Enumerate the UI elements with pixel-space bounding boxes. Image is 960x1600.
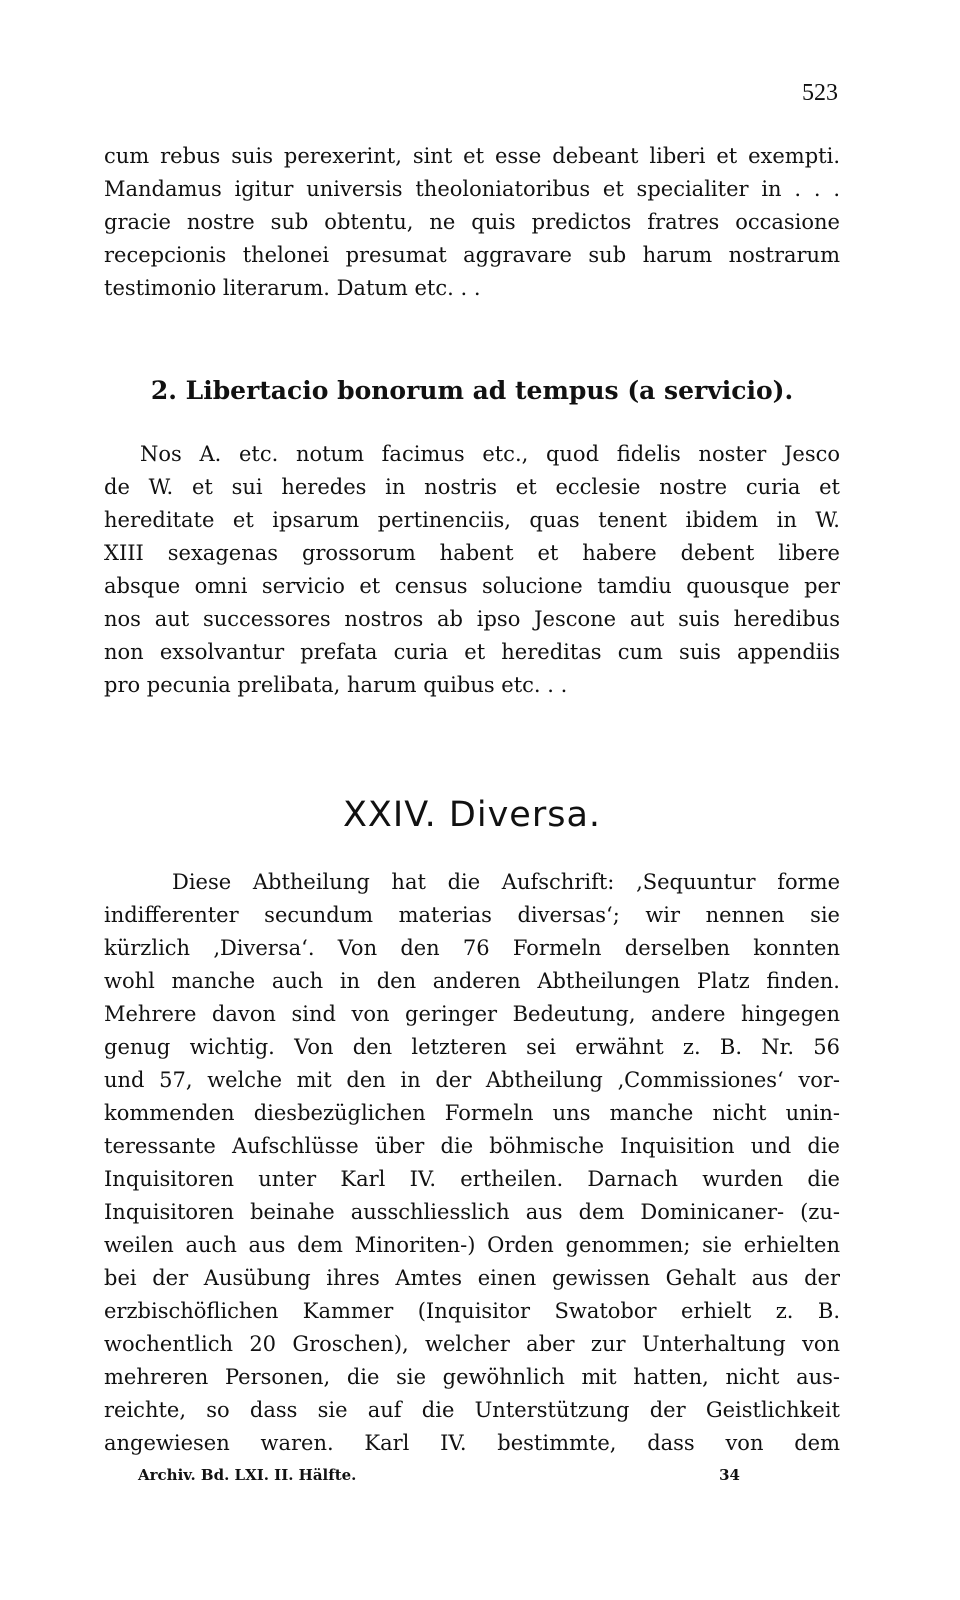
text-line: pro pecunia prelibata, harum quibus etc. . . xyxy=(104,673,568,697)
subsection-heading: 2. Libertacio bonorum ad tempus (a servicio). xyxy=(150,376,794,405)
text-line: Mandamus igitur universis theoloniatoribus et specialiter in . . . xyxy=(104,177,840,201)
text-line: nos aut successores nostros ab ipso Jescone aut suis heredibus xyxy=(104,607,840,631)
text-line: reichte, so dass sie auf die Unterstützung der Geistlichkeit xyxy=(104,1398,840,1422)
text-line: hereditate et ipsarum pertinenciis, quas tenent ibidem in W. xyxy=(104,508,840,532)
footer-source: Archiv. Bd. LXI. II. Hälfte. xyxy=(138,1466,357,1484)
text-line: angewiesen waren. Karl IV. bestimmte, dass von dem xyxy=(104,1431,840,1455)
section-heading: XXIV. Diversa. xyxy=(342,795,602,835)
text-line: XIII sexagenas grossorum habent et habere debent libere xyxy=(104,541,840,565)
text-line: weilen auch aus dem Minoriten-) Orden genommen; sie erhielten xyxy=(104,1233,840,1257)
paragraph-german xyxy=(104,866,840,1460)
text-line: teressante Aufschlüsse über die böhmische Inquisition und die xyxy=(104,1134,840,1158)
paragraph-latin-1 xyxy=(104,140,840,305)
text-line: wochentlich 20 Groschen), welcher aber zur Unterhaltung von xyxy=(104,1332,840,1356)
text-line: bei der Ausübung ihres Amtes einen gewissen Gehalt aus der xyxy=(104,1266,840,1290)
page-footer xyxy=(138,1466,740,1484)
page-number: 523 xyxy=(802,80,838,106)
text-line: erzbischöflichen Kammer (Inquisitor Swatobor erhielt z. B. xyxy=(104,1299,840,1323)
footer-signature: 34 xyxy=(719,1466,740,1484)
text-line: kürzlich ‚Diversa‘. Von den 76 Formeln derselben konnten xyxy=(104,936,840,960)
text-line: testimonio literarum. Datum etc. . . xyxy=(104,276,481,300)
text-line: indifferenter secundum materias diversas‘; wir nennen sie xyxy=(104,903,840,927)
text-line: Nos A. etc. notum facimus etc., quod fidelis noster Jesco xyxy=(140,442,840,466)
text-line: genug wichtig. Von den letzteren sei erwähnt z. B. Nr. 56 xyxy=(104,1035,840,1059)
text-line: cum rebus suis perexerint, sint et esse debeant liberi et exempti. xyxy=(104,144,840,168)
text-line: Inquisitoren beinahe ausschliesslich aus dem Dominicaner- (zu- xyxy=(104,1200,840,1224)
text-line: Mehrere davon sind von geringer Bedeutung, andere hingegen xyxy=(104,1002,840,1026)
text-line: Diese Abtheilung hat die Aufschrift: ‚Sequuntur forme xyxy=(172,870,840,894)
text-line: und 57, welche mit den in der Abtheilung ‚Commissiones‘ vor- xyxy=(104,1068,840,1092)
text-line: gracie nostre sub obtentu, ne quis predictos fratres occasione xyxy=(104,210,840,234)
text-line: non exsolvantur prefata curia et hereditas cum suis appendiis xyxy=(104,640,840,664)
text-line: wohl manche auch in den anderen Abtheilungen Platz finden. xyxy=(104,969,840,993)
text-line: absque omni servicio et census solucione tamdiu quousque per xyxy=(104,574,840,598)
text-line: recepcionis thelonei presumat aggravare sub harum nostrarum xyxy=(104,243,840,267)
text-line: mehreren Personen, die sie gewöhnlich mit hatten, nicht aus- xyxy=(104,1365,840,1389)
paragraph-latin-2 xyxy=(104,438,840,702)
text-line: Inquisitoren unter Karl IV. ertheilen. Darnach wurden die xyxy=(104,1167,840,1191)
text-line: de W. et sui heredes in nostris et ecclesie nostre curia et xyxy=(104,475,840,499)
text-line: kommenden diesbezüglichen Formeln uns manche nicht unin- xyxy=(104,1101,840,1125)
